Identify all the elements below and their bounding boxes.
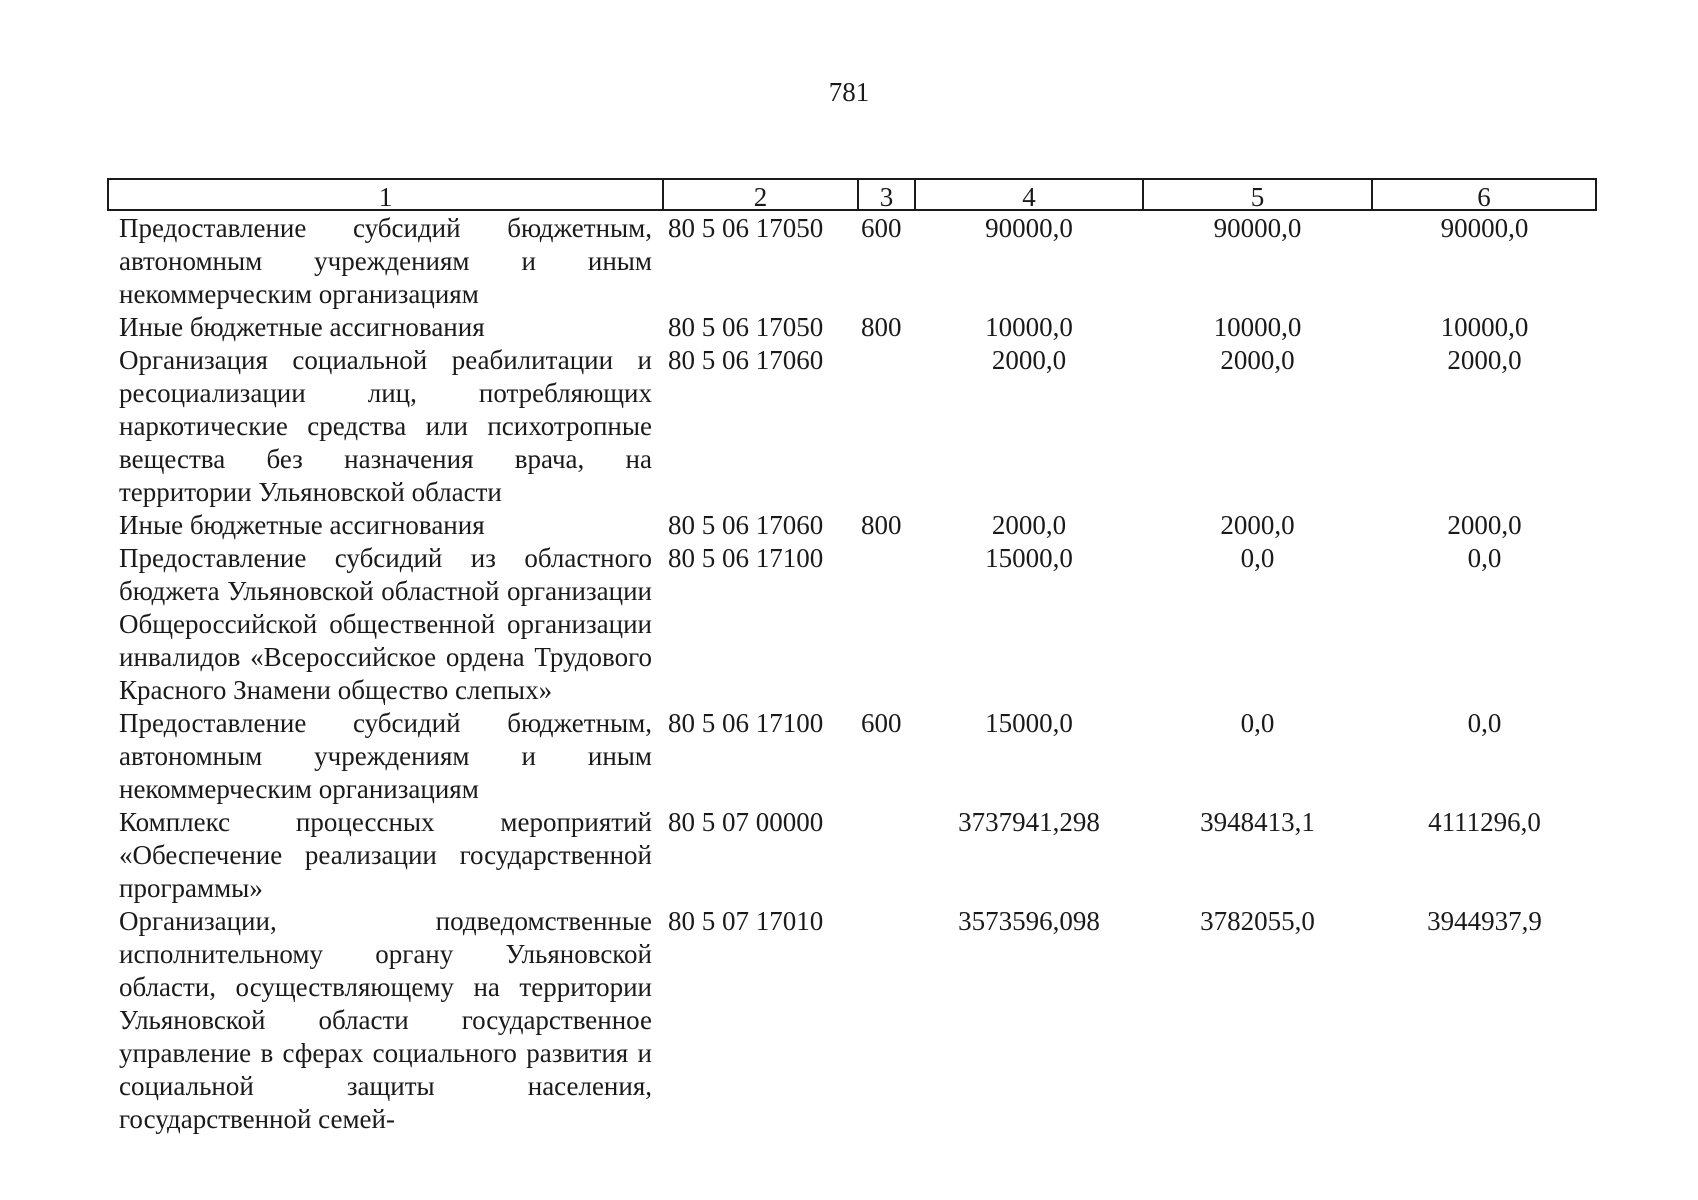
column-header-6: 6 [1477, 182, 1491, 212]
column-header-2: 2 [664, 180, 859, 209]
row-code: 80 5 06 17050 [668, 312, 824, 342]
table-header [107, 178, 1597, 211]
row-value-5: 0,0 [1240, 708, 1275, 738]
row-value-6: 10000,0 [1440, 312, 1529, 342]
row-name: Иные бюджетные ассигнования [119, 510, 485, 540]
row-value-4: 10000,0 [985, 312, 1073, 342]
table-body [107, 212, 1597, 1136]
row-code: 80 5 06 17100 [668, 708, 824, 738]
row-value-6: 3944937,9 [1427, 906, 1542, 936]
row-value-5: 0,0 [1240, 543, 1275, 573]
row-name: Организации, подведомственные исполнительному органу Ульяновской области, осуществляющему на территории Ульяновской области государственное управление в сферах социального развития и социальной защиты населения, государственной семей- [119, 906, 652, 1134]
column-header-3: 3 [859, 180, 916, 209]
table-row [107, 212, 1597, 311]
row-value-6: 0,0 [1467, 543, 1502, 573]
row-value-5: 3948413,1 [1200, 807, 1315, 837]
table-row [107, 311, 1597, 344]
row-code: 80 5 06 17050 [668, 213, 824, 243]
row-type: 600 [861, 708, 902, 738]
row-value-4: 3737941,298 [958, 807, 1100, 837]
row-value-6: 2000,0 [1447, 345, 1522, 375]
row-value-6: 0,0 [1467, 708, 1502, 738]
column-header-1: 1 [109, 180, 664, 209]
column-header-4: 4 [916, 180, 1144, 209]
row-type: 800 [861, 312, 902, 342]
table-row [107, 806, 1597, 905]
row-value-4: 15000,0 [985, 543, 1073, 573]
table-row [107, 707, 1597, 806]
row-name: Предоставление субсидий бюджетным, автономным учреждениям и иным некоммерческим организациям [119, 708, 652, 804]
column-header-5: 5 [1144, 180, 1373, 209]
row-value-6: 2000,0 [1447, 510, 1522, 540]
row-value-4: 90000,0 [985, 213, 1073, 243]
row-name: Иные бюджетные ассигнования [119, 312, 485, 342]
table-row [107, 509, 1597, 542]
row-name: Комплекс процессных мероприятий «Обеспечение реализации государственной программы» [119, 807, 652, 903]
table-row [107, 344, 1597, 509]
row-value-5: 90000,0 [1213, 213, 1302, 243]
row-code: 80 5 06 17100 [668, 543, 824, 573]
row-type: 600 [861, 213, 902, 243]
row-code: 80 5 06 17060 [668, 345, 824, 375]
row-value-6: 4111296,0 [1428, 807, 1541, 837]
row-value-4: 3573596,098 [958, 906, 1100, 936]
row-code: 80 5 06 17060 [668, 510, 824, 540]
row-value-4: 15000,0 [985, 708, 1073, 738]
row-code: 80 5 07 17010 [668, 906, 824, 936]
row-name: Предоставление субсидий бюджетным, автономным учреждениям и иным некоммерческим организациям [119, 213, 652, 309]
row-value-5: 2000,0 [1220, 510, 1295, 540]
row-name: Предоставление субсидий из областного бюджета Ульяновской областной организации Общероссийской общественной организации инвалидов «Всероссийское ордена Трудового Красного Знамени общество слепых» [119, 543, 652, 705]
page-number: 781 [828, 77, 870, 107]
row-value-6: 90000,0 [1440, 213, 1529, 243]
row-value-5: 10000,0 [1213, 312, 1302, 342]
table-row [107, 905, 1597, 1136]
table-row [107, 542, 1597, 707]
row-code: 80 5 07 00000 [668, 807, 824, 837]
row-name: Организация социальной реабилитации и ресоциализации лиц, потребляющих наркотические средства или психотропные вещества без назначения врача, на территории Ульяновской области [119, 345, 652, 507]
row-value-5: 3782055,0 [1200, 906, 1315, 936]
row-value-5: 2000,0 [1220, 345, 1295, 375]
row-value-4: 2000,0 [991, 345, 1067, 375]
row-value-4: 2000,0 [991, 510, 1067, 540]
row-type: 800 [861, 510, 902, 540]
